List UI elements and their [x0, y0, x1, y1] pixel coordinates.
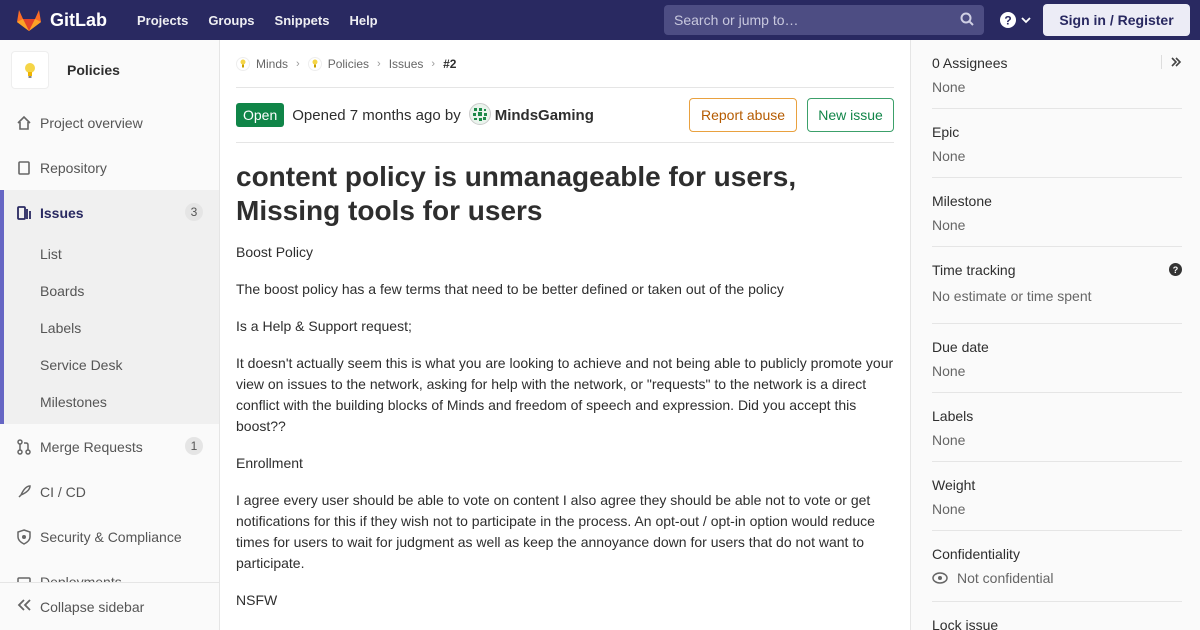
- sidebar-item-label: Repository: [40, 159, 107, 176]
- description-paragraph: Boost Policy: [236, 244, 314, 260]
- divider: [1161, 55, 1162, 69]
- epic-value: None: [932, 148, 966, 164]
- epic-label: Epic: [932, 124, 960, 140]
- milestone-label: Milestone: [932, 193, 992, 209]
- time-tracking-value: No estimate or time spent: [932, 288, 1092, 304]
- sidebar-item-label: Issues: [40, 204, 84, 221]
- merge-icon: [16, 439, 32, 455]
- search-box: [664, 5, 984, 35]
- collapse-right-sidebar-button[interactable]: [1161, 55, 1182, 69]
- opened-text: Opened 7 months ago by: [292, 106, 461, 124]
- project-avatar: [11, 51, 49, 89]
- sidebar-subitem-service-desk[interactable]: Service Desk: [40, 356, 123, 373]
- sidebar-item-label: Security & Compliance: [40, 528, 182, 545]
- breadcrumb-issues[interactable]: Issues: [388, 56, 424, 71]
- assignees-block: [932, 40, 1182, 109]
- epic-block: [932, 109, 1182, 178]
- issue-sidebar: [910, 40, 1200, 630]
- confidentiality-text: Not confidential: [957, 570, 1054, 586]
- description-paragraph: Enrollment: [236, 455, 303, 471]
- status-badge: Open: [236, 103, 284, 127]
- nav-snippets[interactable]: Snippets: [274, 12, 330, 28]
- labels-value: None: [932, 432, 966, 448]
- help-dropdown[interactable]: [1000, 12, 1032, 28]
- nav-links: [127, 13, 378, 28]
- due-date-value: None: [932, 363, 966, 379]
- eye-icon: [932, 571, 948, 585]
- gitlab-tanuki-icon: [16, 8, 42, 32]
- description-paragraph: NSFW: [236, 592, 278, 608]
- sidebar-item-issues[interactable]: [0, 190, 219, 235]
- double-chevron-right-icon: [1170, 56, 1182, 68]
- due-date-block: [932, 324, 1182, 393]
- nav-groups[interactable]: Groups: [208, 12, 255, 28]
- assignees-value: None: [932, 79, 966, 95]
- issue-title: content policy is unmanageable for users, Missing tools for users: [236, 161, 797, 226]
- lightbulb-icon: [308, 57, 322, 71]
- lock-issue-label: Lock issue: [932, 617, 999, 630]
- chevron-right-icon: ›: [296, 57, 300, 70]
- search-input[interactable]: [674, 12, 954, 28]
- double-chevron-left-icon: [16, 597, 32, 616]
- sidebar-subitem-milestones[interactable]: Milestones: [40, 393, 107, 410]
- issue-header: [236, 88, 894, 143]
- weight-label: Weight: [932, 477, 976, 493]
- rocket-icon: [16, 484, 32, 500]
- assignees-label: 0 Assignees: [932, 55, 1008, 71]
- issue-description: [236, 242, 894, 611]
- doc-icon: [16, 160, 32, 176]
- lightbulb-icon: [23, 61, 37, 79]
- chevron-down-icon: [1020, 14, 1032, 26]
- confidentiality-label: Confidentiality: [932, 546, 1020, 562]
- confidentiality-block: [932, 531, 1182, 602]
- sidebar-item-merge-requests[interactable]: [0, 424, 219, 469]
- signin-button[interactable]: Sign in / Register: [1043, 4, 1190, 36]
- milestone-block: [932, 178, 1182, 247]
- labels-block: [932, 393, 1182, 462]
- project-name: Policies: [67, 62, 120, 78]
- lightbulb-icon: [236, 57, 250, 71]
- home-icon: [16, 115, 32, 131]
- project-sidebar: [0, 40, 220, 630]
- description-paragraph: I agree every user should be able to vote on content I also agree they should be able not to vote or get notifications for this if they wish not to participate in the process. An opt-out / opt-in option would reduce times for users to wait for judgment as well as keep the annoyance down for users that do not want to participate.: [236, 492, 875, 571]
- question-icon[interactable]: [1169, 263, 1182, 276]
- merge-requests-count-badge: 1: [185, 437, 203, 455]
- description-paragraph: Is a Help & Support request;: [236, 318, 412, 334]
- sidebar-subitem-boards[interactable]: Boards: [40, 282, 85, 299]
- report-abuse-button[interactable]: Report abuse: [689, 98, 797, 132]
- breadcrumb-label: Minds: [256, 56, 289, 71]
- shield-icon: [16, 529, 32, 545]
- svg-text:?: ?: [1172, 265, 1179, 275]
- gitlab-logo[interactable]: [16, 8, 107, 32]
- due-date-label: Due date: [932, 339, 989, 355]
- lock-issue-block: [932, 602, 1182, 630]
- sidebar-item-label: CI / CD: [40, 483, 86, 500]
- breadcrumb-issue-number[interactable]: #2: [443, 56, 457, 71]
- svg-text:?: ?: [1004, 13, 1012, 28]
- brand-name: GitLab: [50, 9, 107, 30]
- author-name[interactable]: MindsGaming: [494, 106, 594, 124]
- milestone-value: None: [932, 217, 966, 233]
- time-tracking-label: Time tracking: [932, 262, 1016, 278]
- issue-main: [236, 40, 894, 630]
- weight-block: [932, 462, 1182, 531]
- sidebar-subitem-list[interactable]: List: [40, 245, 62, 262]
- sidebar-item-label: Project overview: [40, 114, 143, 131]
- new-issue-button[interactable]: New issue: [807, 98, 894, 132]
- breadcrumb-label: Policies: [327, 56, 370, 71]
- question-icon: [1000, 12, 1016, 28]
- description-paragraph: It doesn't actually seem this is what you are looking to achieve and not being able to publicly promote your view on issues to the network, asking for help with the network, or "requests" to the network is a direct conflict with the building blocks of Minds and freedom of speech and expression. Did you accept this boost??: [236, 355, 894, 434]
- issues-submenu: [0, 235, 219, 424]
- sidebar-subitem-labels[interactable]: Labels: [40, 319, 82, 336]
- issues-icon: [16, 205, 32, 221]
- collapse-sidebar-label: Collapse sidebar: [40, 598, 145, 615]
- sidebar-item-label: Merge Requests: [40, 438, 143, 455]
- nav-help[interactable]: Help: [349, 12, 378, 28]
- chevron-right-icon: ›: [377, 57, 381, 70]
- sidebar-item-repository[interactable]: [0, 145, 219, 190]
- weight-value: None: [932, 501, 966, 517]
- confidentiality-value: [932, 571, 1182, 585]
- time-tracking-block: [932, 247, 1182, 324]
- sidebar-item-security[interactable]: [0, 514, 219, 559]
- top-navbar: [0, 0, 1200, 40]
- description-paragraph: The boost policy has a few terms that need to be better defined or taken out of the policy: [236, 281, 784, 297]
- sidebar-item-project-overview[interactable]: [0, 100, 219, 145]
- author-avatar[interactable]: [469, 103, 491, 128]
- breadcrumb-minds[interactable]: [236, 57, 288, 71]
- chevron-right-icon: ›: [431, 57, 436, 70]
- sidebar-item-ci-cd[interactable]: [0, 469, 219, 514]
- collapse-sidebar-button[interactable]: [0, 582, 219, 630]
- search-icon[interactable]: [960, 12, 974, 26]
- breadcrumb: [236, 40, 894, 88]
- breadcrumb-policies[interactable]: [308, 57, 369, 71]
- project-header[interactable]: [0, 40, 219, 100]
- nav-projects[interactable]: Projects: [137, 12, 189, 28]
- issues-count-badge: 3: [185, 203, 203, 221]
- labels-label: Labels: [932, 408, 974, 424]
